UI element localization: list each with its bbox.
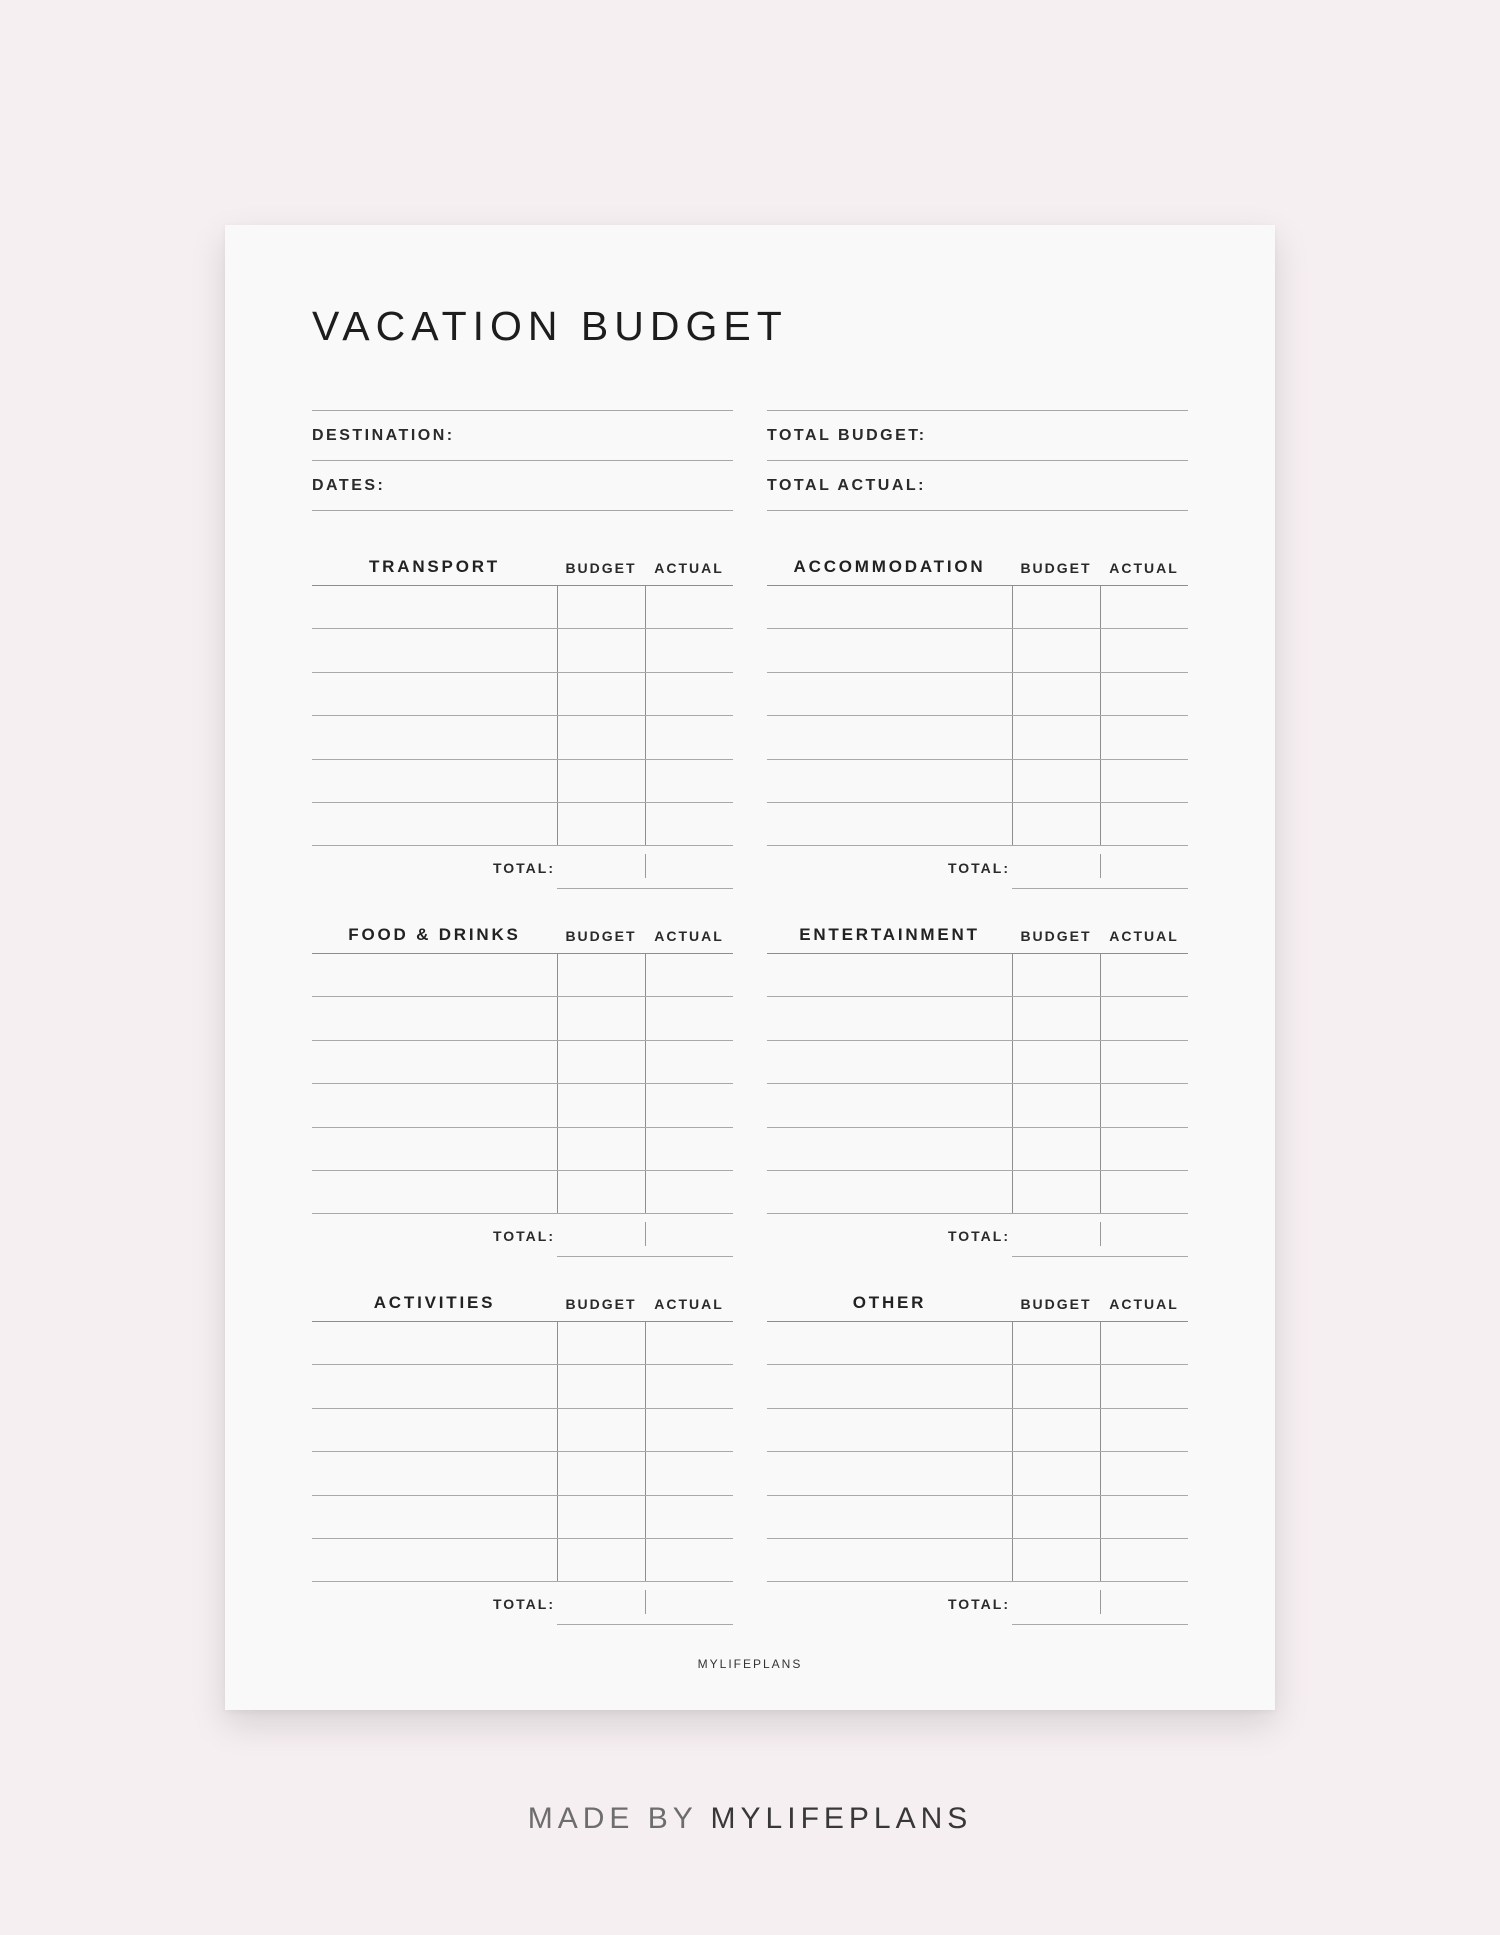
footer-made-by: MADE BY xyxy=(527,1802,698,1835)
page-title: VACATION BUDGET xyxy=(312,303,788,349)
table-row xyxy=(767,1171,1188,1214)
section-header xyxy=(767,918,1188,954)
table-row xyxy=(767,1084,1188,1127)
actual-cell[interactable] xyxy=(1100,1409,1188,1451)
actual-cell[interactable] xyxy=(645,1171,733,1213)
section-rows xyxy=(767,586,1188,846)
budget-cell[interactable] xyxy=(557,760,645,802)
section-rows xyxy=(312,586,733,846)
planner-sheet xyxy=(225,225,1275,1710)
actual-cell[interactable] xyxy=(1100,673,1188,715)
actual-cell[interactable] xyxy=(1100,1365,1188,1407)
budget-cell[interactable] xyxy=(557,1084,645,1126)
budget-cell[interactable] xyxy=(1012,1041,1100,1083)
actual-cell[interactable] xyxy=(1100,716,1188,758)
budget-cell[interactable] xyxy=(1012,1171,1100,1213)
destination-field[interactable] xyxy=(312,411,733,461)
total-row xyxy=(767,1582,1188,1625)
table-row xyxy=(312,760,733,803)
total-actual-field[interactable] xyxy=(767,461,1188,511)
actual-column-header: ACTUAL xyxy=(654,560,724,576)
total-row xyxy=(312,846,733,889)
total-budget-label: TOTAL BUDGET: xyxy=(767,427,927,444)
section-header xyxy=(767,550,1188,586)
actual-cell[interactable] xyxy=(1100,997,1188,1039)
total-row xyxy=(767,1214,1188,1257)
item-cell[interactable] xyxy=(312,1539,557,1581)
total-actual-label: TOTAL ACTUAL: xyxy=(767,477,926,494)
actual-cell[interactable] xyxy=(645,716,733,758)
table-row xyxy=(312,1171,733,1214)
item-cell[interactable] xyxy=(767,1365,1012,1407)
section-header xyxy=(312,550,733,586)
total-budget-field[interactable] xyxy=(767,411,1188,461)
budget-cell[interactable] xyxy=(557,629,645,671)
actual-column-header: ACTUAL xyxy=(1109,928,1179,944)
item-cell[interactable] xyxy=(767,1084,1012,1126)
section-entertainment xyxy=(767,918,1188,1257)
total-label: TOTAL: xyxy=(492,1596,555,1613)
total-divider xyxy=(645,854,646,878)
actual-cell[interactable] xyxy=(645,803,733,845)
item-cell[interactable] xyxy=(312,1452,557,1494)
footer-brand: MYLIFEPLANS xyxy=(710,1802,973,1835)
section-header xyxy=(312,1286,733,1322)
item-cell[interactable] xyxy=(312,586,557,628)
budget-cell[interactable] xyxy=(557,1409,645,1451)
budget-cell[interactable] xyxy=(1012,1084,1100,1126)
budget-column-header: BUDGET xyxy=(565,560,637,576)
table-row xyxy=(767,1409,1188,1452)
item-cell[interactable] xyxy=(312,1496,557,1538)
table-row xyxy=(312,997,733,1040)
table-row xyxy=(767,803,1188,846)
item-cell[interactable] xyxy=(767,1171,1012,1213)
item-cell[interactable] xyxy=(767,760,1012,802)
section-transport xyxy=(312,550,733,889)
actual-cell[interactable] xyxy=(645,1322,733,1364)
actual-cell[interactable] xyxy=(1100,1539,1188,1581)
item-cell[interactable] xyxy=(312,1322,557,1364)
budget-cell[interactable] xyxy=(1012,673,1100,715)
table-row xyxy=(312,673,733,716)
total-row xyxy=(312,1214,733,1257)
table-row xyxy=(767,1128,1188,1171)
budget-cell[interactable] xyxy=(557,1539,645,1581)
budget-cell[interactable] xyxy=(557,1322,645,1364)
table-row xyxy=(312,1365,733,1408)
section-other xyxy=(767,1286,1188,1625)
trip-info-left xyxy=(312,410,733,511)
table-row xyxy=(312,629,733,672)
budget-cell[interactable] xyxy=(1012,997,1100,1039)
total-divider xyxy=(645,1590,646,1614)
footer-credit xyxy=(0,1802,1500,1836)
section-title: ACCOMMODATION xyxy=(793,557,986,576)
actual-column-header: ACTUAL xyxy=(1109,560,1179,576)
actual-cell[interactable] xyxy=(645,673,733,715)
table-row xyxy=(767,1496,1188,1539)
actual-cell[interactable] xyxy=(1100,586,1188,628)
actual-cell[interactable] xyxy=(1100,1496,1188,1538)
table-row xyxy=(312,1041,733,1084)
item-cell[interactable] xyxy=(312,954,557,996)
budget-cell[interactable] xyxy=(1012,1452,1100,1494)
budget-cell[interactable] xyxy=(1012,803,1100,845)
actual-cell[interactable] xyxy=(645,1365,733,1407)
item-cell[interactable] xyxy=(767,586,1012,628)
section-header xyxy=(312,918,733,954)
table-row xyxy=(312,586,733,629)
table-row xyxy=(312,1409,733,1452)
table-row xyxy=(312,1084,733,1127)
total-divider xyxy=(1100,1222,1101,1246)
table-row xyxy=(767,1539,1188,1582)
actual-cell[interactable] xyxy=(1100,954,1188,996)
actual-column-header: ACTUAL xyxy=(1109,1296,1179,1312)
table-row xyxy=(767,954,1188,997)
section-title: ACTIVITIES xyxy=(373,1293,496,1312)
item-cell[interactable] xyxy=(767,997,1012,1039)
budget-cell[interactable] xyxy=(1012,1496,1100,1538)
table-row xyxy=(767,629,1188,672)
section-title: FOOD & DRINKS xyxy=(348,925,521,944)
budget-column-header: BUDGET xyxy=(1020,560,1092,576)
actual-column-header: ACTUAL xyxy=(654,1296,724,1312)
budget-cell[interactable] xyxy=(1012,760,1100,802)
item-cell[interactable] xyxy=(312,1128,557,1170)
total-label: TOTAL: xyxy=(492,1228,555,1245)
item-cell[interactable] xyxy=(312,760,557,802)
section-accommodation xyxy=(767,550,1188,889)
total-divider xyxy=(1100,854,1101,878)
item-cell[interactable] xyxy=(312,1041,557,1083)
item-cell[interactable] xyxy=(767,629,1012,671)
budget-cell[interactable] xyxy=(557,1171,645,1213)
section-rows xyxy=(767,954,1188,1214)
actual-cell[interactable] xyxy=(645,1409,733,1451)
section-header xyxy=(767,1286,1188,1322)
table-row xyxy=(312,1322,733,1365)
budget-cell[interactable] xyxy=(1012,954,1100,996)
destination-label: DESTINATION: xyxy=(312,427,455,444)
total-label: TOTAL: xyxy=(492,860,555,877)
budget-cell[interactable] xyxy=(557,954,645,996)
item-cell[interactable] xyxy=(767,954,1012,996)
item-cell[interactable] xyxy=(312,1084,557,1126)
budget-cell[interactable] xyxy=(557,803,645,845)
budget-column-header: BUDGET xyxy=(565,928,637,944)
actual-cell[interactable] xyxy=(645,1128,733,1170)
actual-column-header: ACTUAL xyxy=(654,928,724,944)
table-row xyxy=(312,1452,733,1495)
total-label: TOTAL: xyxy=(947,1596,1010,1613)
table-row xyxy=(767,716,1188,759)
item-cell[interactable] xyxy=(767,1539,1012,1581)
table-row xyxy=(312,803,733,846)
table-row xyxy=(767,1041,1188,1084)
section-activities xyxy=(312,1286,733,1625)
section-rows xyxy=(767,1322,1188,1582)
budget-cell[interactable] xyxy=(557,586,645,628)
budget-cell[interactable] xyxy=(1012,1539,1100,1581)
budget-column-header: BUDGET xyxy=(565,1296,637,1312)
total-label: TOTAL: xyxy=(947,860,1010,877)
section-title: TRANSPORT xyxy=(369,557,500,576)
budget-cell[interactable] xyxy=(1012,716,1100,758)
item-cell[interactable] xyxy=(312,629,557,671)
sheet-brand: MYLIFEPLANS xyxy=(697,1657,803,1671)
table-row xyxy=(767,997,1188,1040)
budget-cell[interactable] xyxy=(557,1365,645,1407)
total-label: TOTAL: xyxy=(947,1228,1010,1245)
budget-cell[interactable] xyxy=(557,1128,645,1170)
budget-cell[interactable] xyxy=(1012,1128,1100,1170)
table-row xyxy=(312,1128,733,1171)
section-title: ENTERTAINMENT xyxy=(799,925,980,944)
actual-cell[interactable] xyxy=(1100,1322,1188,1364)
actual-cell[interactable] xyxy=(645,1084,733,1126)
item-cell[interactable] xyxy=(312,1171,557,1213)
table-row xyxy=(767,1322,1188,1365)
budget-cell[interactable] xyxy=(1012,1365,1100,1407)
table-row xyxy=(312,1539,733,1582)
item-cell[interactable] xyxy=(767,803,1012,845)
table-row xyxy=(767,673,1188,716)
total-row xyxy=(312,1582,733,1625)
item-cell[interactable] xyxy=(767,1322,1012,1364)
actual-cell[interactable] xyxy=(645,760,733,802)
item-cell[interactable] xyxy=(312,997,557,1039)
item-cell[interactable] xyxy=(767,673,1012,715)
table-row xyxy=(767,1452,1188,1495)
budget-cell[interactable] xyxy=(1012,1322,1100,1364)
section-food-drinks xyxy=(312,918,733,1257)
budget-cell[interactable] xyxy=(557,1041,645,1083)
table-row xyxy=(767,760,1188,803)
actual-cell[interactable] xyxy=(1100,1452,1188,1494)
budget-cell[interactable] xyxy=(1012,586,1100,628)
actual-cell[interactable] xyxy=(1100,1171,1188,1213)
item-cell[interactable] xyxy=(312,673,557,715)
item-cell[interactable] xyxy=(767,1496,1012,1538)
total-row xyxy=(767,846,1188,889)
budget-cell[interactable] xyxy=(557,716,645,758)
actual-cell[interactable] xyxy=(1100,803,1188,845)
budget-column-header: BUDGET xyxy=(1020,928,1092,944)
actual-cell[interactable] xyxy=(645,1496,733,1538)
actual-cell[interactable] xyxy=(645,629,733,671)
item-cell[interactable] xyxy=(767,1041,1012,1083)
budget-cell[interactable] xyxy=(557,673,645,715)
section-title: OTHER xyxy=(852,1293,927,1312)
budget-cell[interactable] xyxy=(557,1452,645,1494)
actual-cell[interactable] xyxy=(1100,1128,1188,1170)
actual-cell[interactable] xyxy=(645,586,733,628)
actual-cell[interactable] xyxy=(645,1452,733,1494)
actual-cell[interactable] xyxy=(1100,629,1188,671)
table-row xyxy=(767,586,1188,629)
item-cell[interactable] xyxy=(767,1128,1012,1170)
dates-label: DATES: xyxy=(312,477,386,494)
budget-column-header: BUDGET xyxy=(1020,1296,1092,1312)
actual-cell[interactable] xyxy=(645,1041,733,1083)
item-cell[interactable] xyxy=(312,1409,557,1451)
actual-cell[interactable] xyxy=(645,954,733,996)
actual-cell[interactable] xyxy=(645,1539,733,1581)
item-cell[interactable] xyxy=(767,716,1012,758)
actual-cell[interactable] xyxy=(645,997,733,1039)
total-divider xyxy=(645,1222,646,1246)
trip-info-right xyxy=(767,410,1188,511)
budget-cell[interactable] xyxy=(1012,629,1100,671)
actual-cell[interactable] xyxy=(1100,760,1188,802)
item-cell[interactable] xyxy=(767,1409,1012,1451)
table-row xyxy=(312,716,733,759)
item-cell[interactable] xyxy=(767,1452,1012,1494)
item-cell[interactable] xyxy=(312,803,557,845)
table-row xyxy=(312,954,733,997)
actual-cell[interactable] xyxy=(1100,1041,1188,1083)
table-row xyxy=(312,1496,733,1539)
section-rows xyxy=(312,1322,733,1582)
total-divider xyxy=(1100,1590,1101,1614)
item-cell[interactable] xyxy=(312,1365,557,1407)
dates-field[interactable] xyxy=(312,461,733,511)
table-row xyxy=(767,1365,1188,1408)
budget-cell[interactable] xyxy=(557,997,645,1039)
section-rows xyxy=(312,954,733,1214)
item-cell[interactable] xyxy=(312,716,557,758)
budget-cell[interactable] xyxy=(557,1496,645,1538)
budget-cell[interactable] xyxy=(1012,1409,1100,1451)
actual-cell[interactable] xyxy=(1100,1084,1188,1126)
